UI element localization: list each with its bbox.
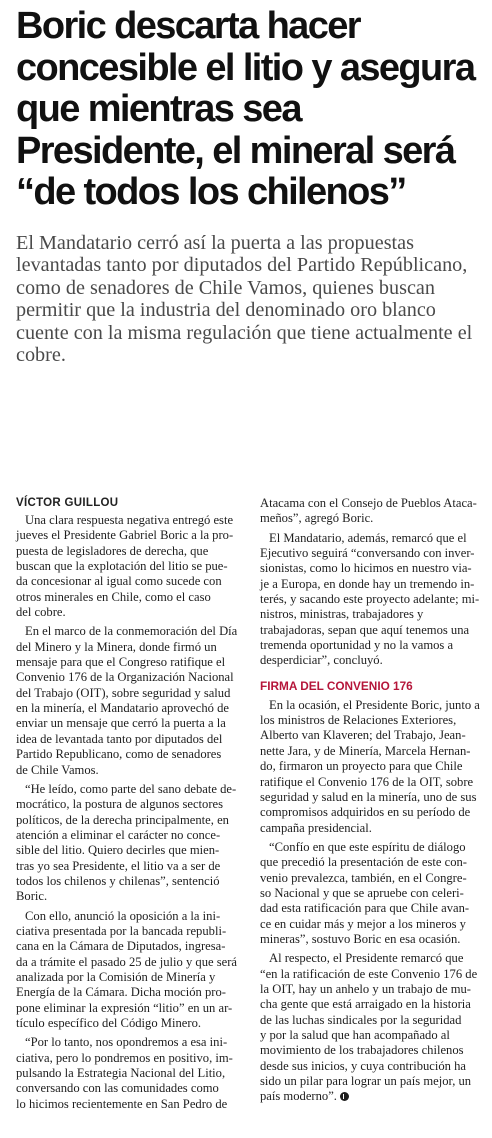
body-line: conversando con las comunidades como [16, 1081, 219, 1096]
body-line: Boric. [16, 889, 48, 904]
body-line: sido un pilar para lograr un país mejor, un [260, 1074, 472, 1089]
body-line: todos los chilenos y chilenas”, sentenció [16, 873, 220, 888]
body-line: El Mandatario, además, remarcó que el [269, 530, 467, 545]
body-paragraph [16, 909, 240, 1032]
right-column [260, 496, 484, 1116]
body-line: del Trabajo (OIT), sobre seguridad y salud [16, 685, 231, 700]
lead-line: cuente con la misma regulación que tiene actualmente el [16, 321, 473, 344]
body-line: Una clara respuesta negativa entregó este [25, 513, 234, 527]
body-line: políticos, de la derecha principalmente, en [16, 812, 229, 827]
body-line: analizada por la Comisión de Minería y [16, 969, 216, 984]
body-line: trabajadoras, sepan que aquí tenemos una [260, 622, 470, 637]
body-line: terés, y sacando este proyecto adelante; mi- [260, 592, 480, 607]
body-line: enviar un mensaje que cerró la puerta a la [16, 716, 226, 731]
body-line: Atacama con el Consejo de Pueblos Ataca- [260, 496, 477, 510]
body-line: país moderno”. [260, 1089, 337, 1104]
body-line: da a trámite el pasado 25 de julio y que será [16, 954, 238, 969]
lead-line: como de senadores de Chile Vamos, quienes buscan [16, 276, 435, 299]
body-paragraph [260, 840, 484, 947]
body-paragraph [260, 951, 484, 1104]
body-line: ciativa presentada por la bancada republi- [16, 923, 227, 938]
body-line: pone eliminar la expresión “litio” en un ar- [16, 1000, 233, 1015]
body-line: so Nacional y que se apruebe con celeri- [260, 885, 464, 900]
body-line: mocrático, la postura de algunos sectores [16, 797, 224, 812]
lead-line: cobre. [16, 344, 66, 367]
body-paragraph [16, 1035, 240, 1112]
body-line: jueves el Presidente Gabriel Boric a la pro- [16, 528, 234, 543]
body-paragraph [260, 496, 484, 527]
body-line: campaña presidencial. [260, 820, 372, 835]
body-line: da concesionar al igual como sucede con [16, 574, 222, 589]
body-paragraph [16, 624, 240, 777]
headline-line: concesible el litio y asegura [16, 46, 475, 89]
body-line: ciativa, pero lo pondremos en positivo, im- [16, 1050, 233, 1065]
lead-line: permitir que la industria del denominado oro blanco [16, 299, 436, 322]
body-line: “Confío en que este espíritu de diálogo [269, 839, 466, 854]
body-line: do, firmaron un proyecto para que Chile [260, 759, 463, 774]
body-paragraph [260, 531, 484, 669]
body-line: los ministros de Relaciones Exteriores, [260, 713, 457, 728]
body-line: venio prevalezca, también, en el Congre- [260, 870, 467, 885]
body-line: movimiento de los trabajadores chilenos [260, 1043, 464, 1058]
body-line: en la minería, el Mandatario aprovechó de [16, 701, 229, 716]
body-line: del Minero y la Minera, donde firmó un [16, 639, 217, 654]
body-line: En la ocasión, el Presidente Boric, junto a [269, 697, 480, 712]
body-line: tremenda oportunidad y no la vamos a [260, 638, 454, 653]
body-line: cha gente que está arraigado en la historia [260, 997, 471, 1012]
body-line: tras yo sea Presidente, el litio va a ser de [16, 858, 221, 873]
right-column-bottom [260, 698, 484, 1105]
body-paragraph [16, 782, 240, 905]
body-line: nistros, ministras, trabajadores y [260, 607, 424, 622]
body-line: y por la salud que han acompañado al [260, 1028, 450, 1042]
body-line: otros minerales en Chile, como el caso [16, 589, 211, 604]
body-line: dad esta ratificación para que Chile avan- [260, 901, 470, 916]
section-subhead: FIRMA DEL CONVENIO 176 [260, 678, 413, 693]
body-line: sible del litio. Quiero decirles que mien- [16, 843, 220, 858]
body-line: Con ello, anunció la oposición a la ini- [25, 908, 221, 923]
body-line: nette Jara, y de Minería, Marcela Hernan- [260, 743, 471, 758]
end-of-article-icon [340, 1092, 349, 1101]
body-line: atención a eliminar el carácter no conce- [16, 827, 221, 842]
lead-line: El Mandatario cerró así la puerta a las propuestas [16, 231, 414, 254]
body-line: la OIT, hay un anhelo y un trabajo de mu- [260, 981, 471, 996]
body-line: Partido Republicano, como de senadores [16, 747, 222, 762]
body-line: “Por lo tanto, nos opondremos a esa ini- [25, 1035, 228, 1050]
body-paragraph [16, 513, 240, 620]
body-line: Al respecto, el Presidente remarcó que [269, 951, 464, 966]
body-line: Alberto van Klaveren; del Trabajo, Jean- [260, 728, 466, 743]
lead-paragraph [16, 232, 492, 368]
body-paragraph [260, 698, 484, 836]
body-line: mensaje para que el Congreso ratifique el [16, 655, 226, 670]
body-line: mineras”, sostuvo Boric en esa ocasión. [260, 931, 461, 946]
body-line: desde sus inicios, y cuya contribución ha [260, 1058, 467, 1073]
body-line: ce en cuidar más y mejor a los mineros y [260, 916, 466, 931]
body-line: Convenio 176 de la Organización Nacional [16, 670, 234, 685]
body-line: sionistas, como lo hicimos en nuestro via- [260, 561, 472, 576]
headline-line: Boric descarta hacer [16, 5, 360, 47]
body-line: que precedió la presentación de este con- [260, 855, 467, 870]
body-line: je a Europa, en donde hay un tremendo in- [260, 576, 475, 591]
body-line: cana en la Cámara de Diputados, ingresa- [16, 939, 226, 954]
body-line: del cobre. [16, 605, 66, 620]
body-line: de Chile Vamos. [16, 762, 99, 777]
lead-line: levantadas tanto por diputados del Partido Repúblicano, [16, 254, 468, 277]
body-line: seguridad y salud en la minería, uno de sus [260, 789, 477, 804]
body-line: Energía de la Cámara. Dicha moción pro- [16, 985, 226, 1000]
article-columns [16, 496, 484, 1116]
body-line: “He leído, como parte del sano debate de- [25, 781, 237, 796]
body-line: “en la ratificación de este Convenio 176 de [260, 966, 478, 981]
right-column-top [260, 496, 484, 669]
left-column [16, 496, 240, 1116]
body-line: pulsando la Estrategia Nacional del Litio, [16, 1066, 226, 1081]
headline [16, 6, 492, 214]
body-line: de las luchas sindicales por la seguridad [260, 1012, 462, 1027]
headline-line: que mientras sea [16, 88, 301, 130]
body-line: ratifique el Convenio 176 de la OIT, sobre [260, 774, 474, 789]
body-line: En el marco de la conmemoración del Día [25, 624, 238, 639]
body-line: lo hicimos recientemente en San Pedro de [16, 1096, 228, 1111]
body-line: meños”, agregó Boric. [260, 511, 374, 526]
headline-line: Presidente, el mineral será [16, 129, 455, 172]
body-line: tículo específico del Código Minero. [16, 1016, 202, 1030]
body-line: buscan que la explotación del litio se pue- [16, 559, 228, 574]
body-line: Ejecutivo seguirá “conversando con inver- [260, 546, 475, 561]
headline-line: “de todos los chilenos” [16, 171, 406, 213]
body-line: idea de levantada tanto por diputados del [16, 731, 223, 746]
body-line: desperdiciar”, concluyó. [260, 653, 383, 668]
body-line: compromisos adquiridos en su período de [260, 805, 471, 820]
byline: VÍCTOR GUILLOU [16, 497, 119, 509]
body-line: puesta de legisladores de derecha, que [16, 543, 209, 558]
